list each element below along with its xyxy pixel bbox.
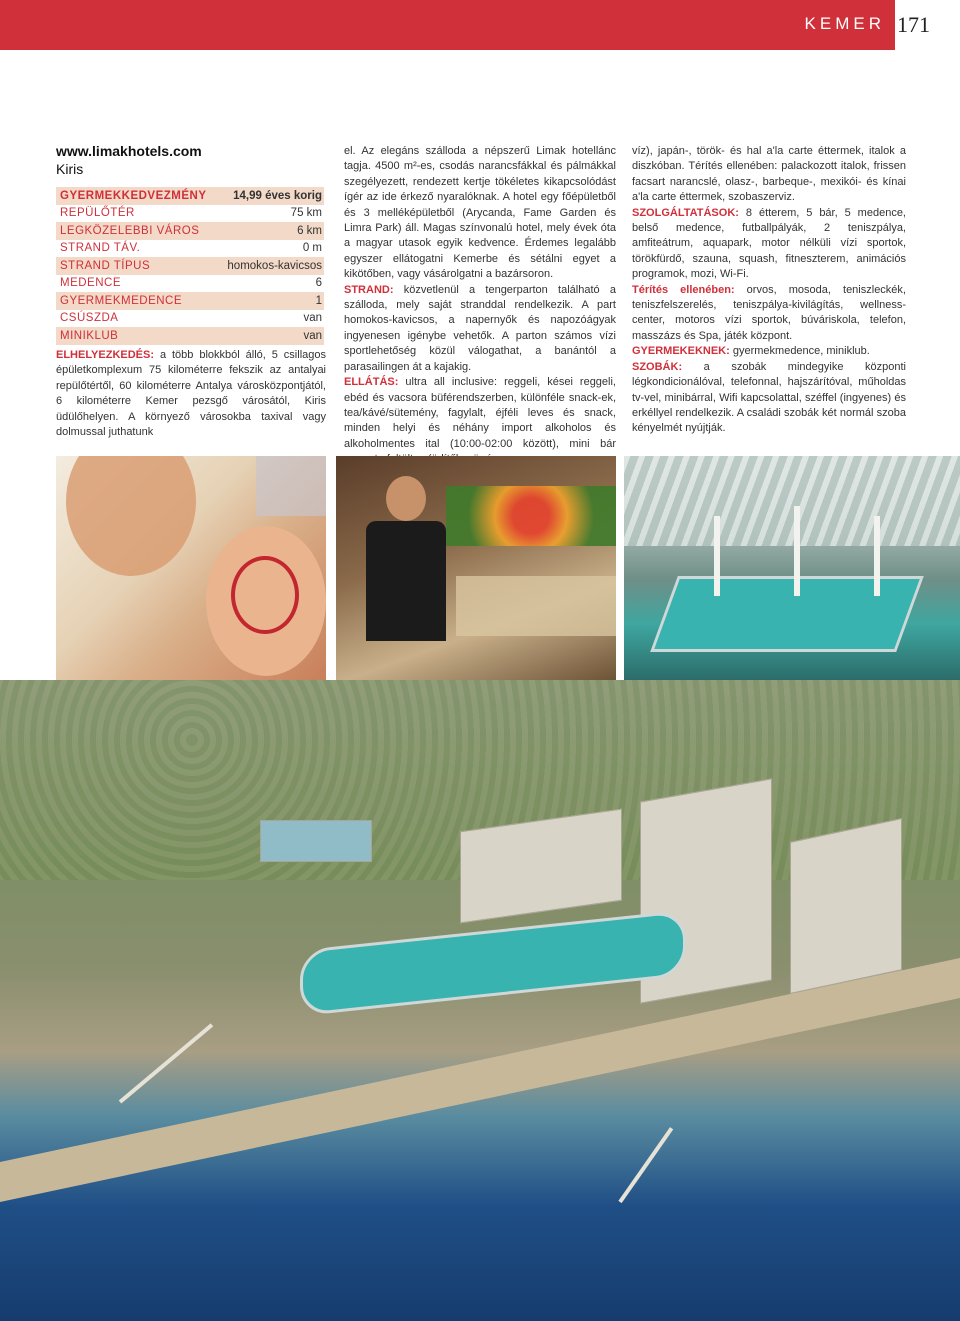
services-column bbox=[632, 144, 906, 437]
section-label: SZOBÁK: bbox=[632, 360, 683, 373]
fact-row bbox=[56, 222, 324, 240]
section-text: a szobák mindegyike központi légkondicionálóval, telefonnal, hajszárítóval, műholdas tv-vel, minibárral, Wifi kapcsolattal, széffel (ingyenes) és erkéllyel rendelkezik. A családi szobák két normál szoba kényelmét nyújtják. bbox=[632, 360, 906, 435]
section-text: a több blokkból álló, 5 csillagos épületkomplexum 75 kilométerre fekszik az antalyai repülőtértől, 60 kilométerre Antalya városközpontjától, 6 kilométerre Kemer pezsgő városától, Kiris üdülőhelyen. A környező városokba taxival vagy dolmussal juthatunk bbox=[56, 349, 326, 439]
face-painting-photo bbox=[56, 456, 326, 680]
section-text: gyermekmedence, miniklub. bbox=[729, 345, 870, 358]
fact-label: CSÚSZDA bbox=[60, 312, 119, 325]
fact-value: van bbox=[303, 329, 322, 342]
fact-label: MEDENCE bbox=[60, 277, 122, 290]
fact-label: LEGKÖZELEBBI VÁROS bbox=[60, 224, 200, 237]
fact-row bbox=[56, 292, 324, 310]
description-column bbox=[344, 144, 616, 468]
location-paragraph bbox=[56, 348, 326, 440]
fact-value: 75 km bbox=[290, 207, 322, 220]
fact-value: 6 km bbox=[297, 224, 322, 237]
fact-row bbox=[56, 310, 324, 328]
section-text: közvetlenül a tengerparton található a szálloda, mely saját stranddal rendelkezik. A part homokos-kavicsos, a napernyők és napozóágyak ingyenesen igénybe vehetők. A parton számos vízi sportlehetőség közül válogathat, a banántól a parasailingen át a kajakig. bbox=[344, 283, 616, 373]
section-label: ELLÁTÁS: bbox=[344, 376, 399, 389]
section-text: 8 étterem, 5 bár, 5 medence, belső medence, futballpályák, 2 teniszpálya, amfiteátrum, aquapark, motor nélküli vízi sportok, törökfürdő, szauna, squash, fitneszterem, animációs programok, mozi, Wi-Fi. bbox=[632, 206, 906, 281]
intro-text: el. Az elegáns szálloda a népszerű Limak hotellánc tagja. 4500 m²-es, csodás narancsfákkal és pálmákkal szegélyezett, rendezett kertje tökéletes kikapcsolódást ígér az ide érkező nyaralóknak. A hotel egy főépületből és 3 melléképületből (Arycanda, Fame Garden és Limra Park) áll. Magas színvonalú hotel, mely évek óta a magyar utasok egyik kedvence. Érdemes legalább egyszer ellátogatni Kemerbe és sétálni egyet a kikötőben, vagy vásárolgatni a bazársoron. bbox=[344, 145, 616, 281]
fact-row bbox=[56, 205, 324, 223]
section-banner bbox=[0, 0, 895, 50]
section-label: STRAND: bbox=[344, 283, 394, 296]
fact-value: 6 bbox=[315, 277, 322, 290]
fact-label: MINIKLUB bbox=[60, 329, 119, 342]
page-number: 171 bbox=[897, 12, 930, 37]
section-label: Térítés ellenében: bbox=[632, 283, 735, 296]
indoor-pool-photo bbox=[624, 456, 960, 680]
fact-label: STRAND TÍPUS bbox=[60, 259, 151, 272]
fact-row bbox=[56, 240, 324, 258]
fact-value: van bbox=[303, 312, 322, 325]
fact-label: REPÜLŐTÉR bbox=[60, 207, 135, 220]
fact-value: homokos-kavicsos bbox=[227, 259, 322, 272]
fact-row bbox=[56, 187, 324, 205]
section-label: SZOLGÁLTATÁSOK: bbox=[632, 206, 739, 219]
hotel-website[interactable]: www.limakhotels.com bbox=[56, 143, 202, 159]
intro-text: víz), japán-, török- és hal a'la carte éttermek, italok a diszkóban. Térítés ellenében: palackozott italok, frissen facsart narancslé, olasz-, barbeque-, mexikói- és kínai a'la carte éttermek, szobaszerviz. bbox=[632, 145, 906, 204]
fact-value: 14,99 éves korig bbox=[233, 189, 322, 202]
section-text: ultra all inclusive: reggeli, kései reggeli, ebéd és vacsora büférendszerben, különféle snack-ek, tea/kávé/sütemény, fagylalt, éjféli leves és snack, minden helyi és néhány import alkoholos és alkoholmentes ital (10:00-02:00 között), mini bár bbox=[344, 376, 616, 450]
fact-row bbox=[56, 275, 324, 293]
fact-value: 1 bbox=[315, 294, 322, 307]
fact-label: STRAND TÁV. bbox=[60, 242, 141, 255]
section-text: orvos, mosoda, teniszleckék, teniszfelszerelés, teniszpálya-kivilágítás, wellness-center, motoros vízi sportok, búváriskola, telefon, masszázs és Spa, játék központ. bbox=[632, 283, 906, 342]
section-label: ELHELYEZKEDÉS: bbox=[56, 349, 155, 361]
facts-table bbox=[56, 187, 324, 345]
fact-label: GYERMEKMEDENCE bbox=[60, 294, 183, 307]
fact-label: GYERMEKKEDVEZMÉNY bbox=[60, 189, 207, 202]
hotel-location: Kiris bbox=[56, 161, 84, 177]
buffet-photo bbox=[336, 456, 616, 680]
fact-row bbox=[56, 327, 324, 345]
fact-row bbox=[56, 257, 324, 275]
page-header bbox=[0, 0, 960, 60]
fact-value: 0 m bbox=[302, 242, 322, 255]
section-title: KEMER bbox=[804, 14, 885, 33]
aerial-resort-photo bbox=[0, 680, 960, 1321]
section-label: GYERMEKEKNEK: bbox=[632, 345, 730, 358]
